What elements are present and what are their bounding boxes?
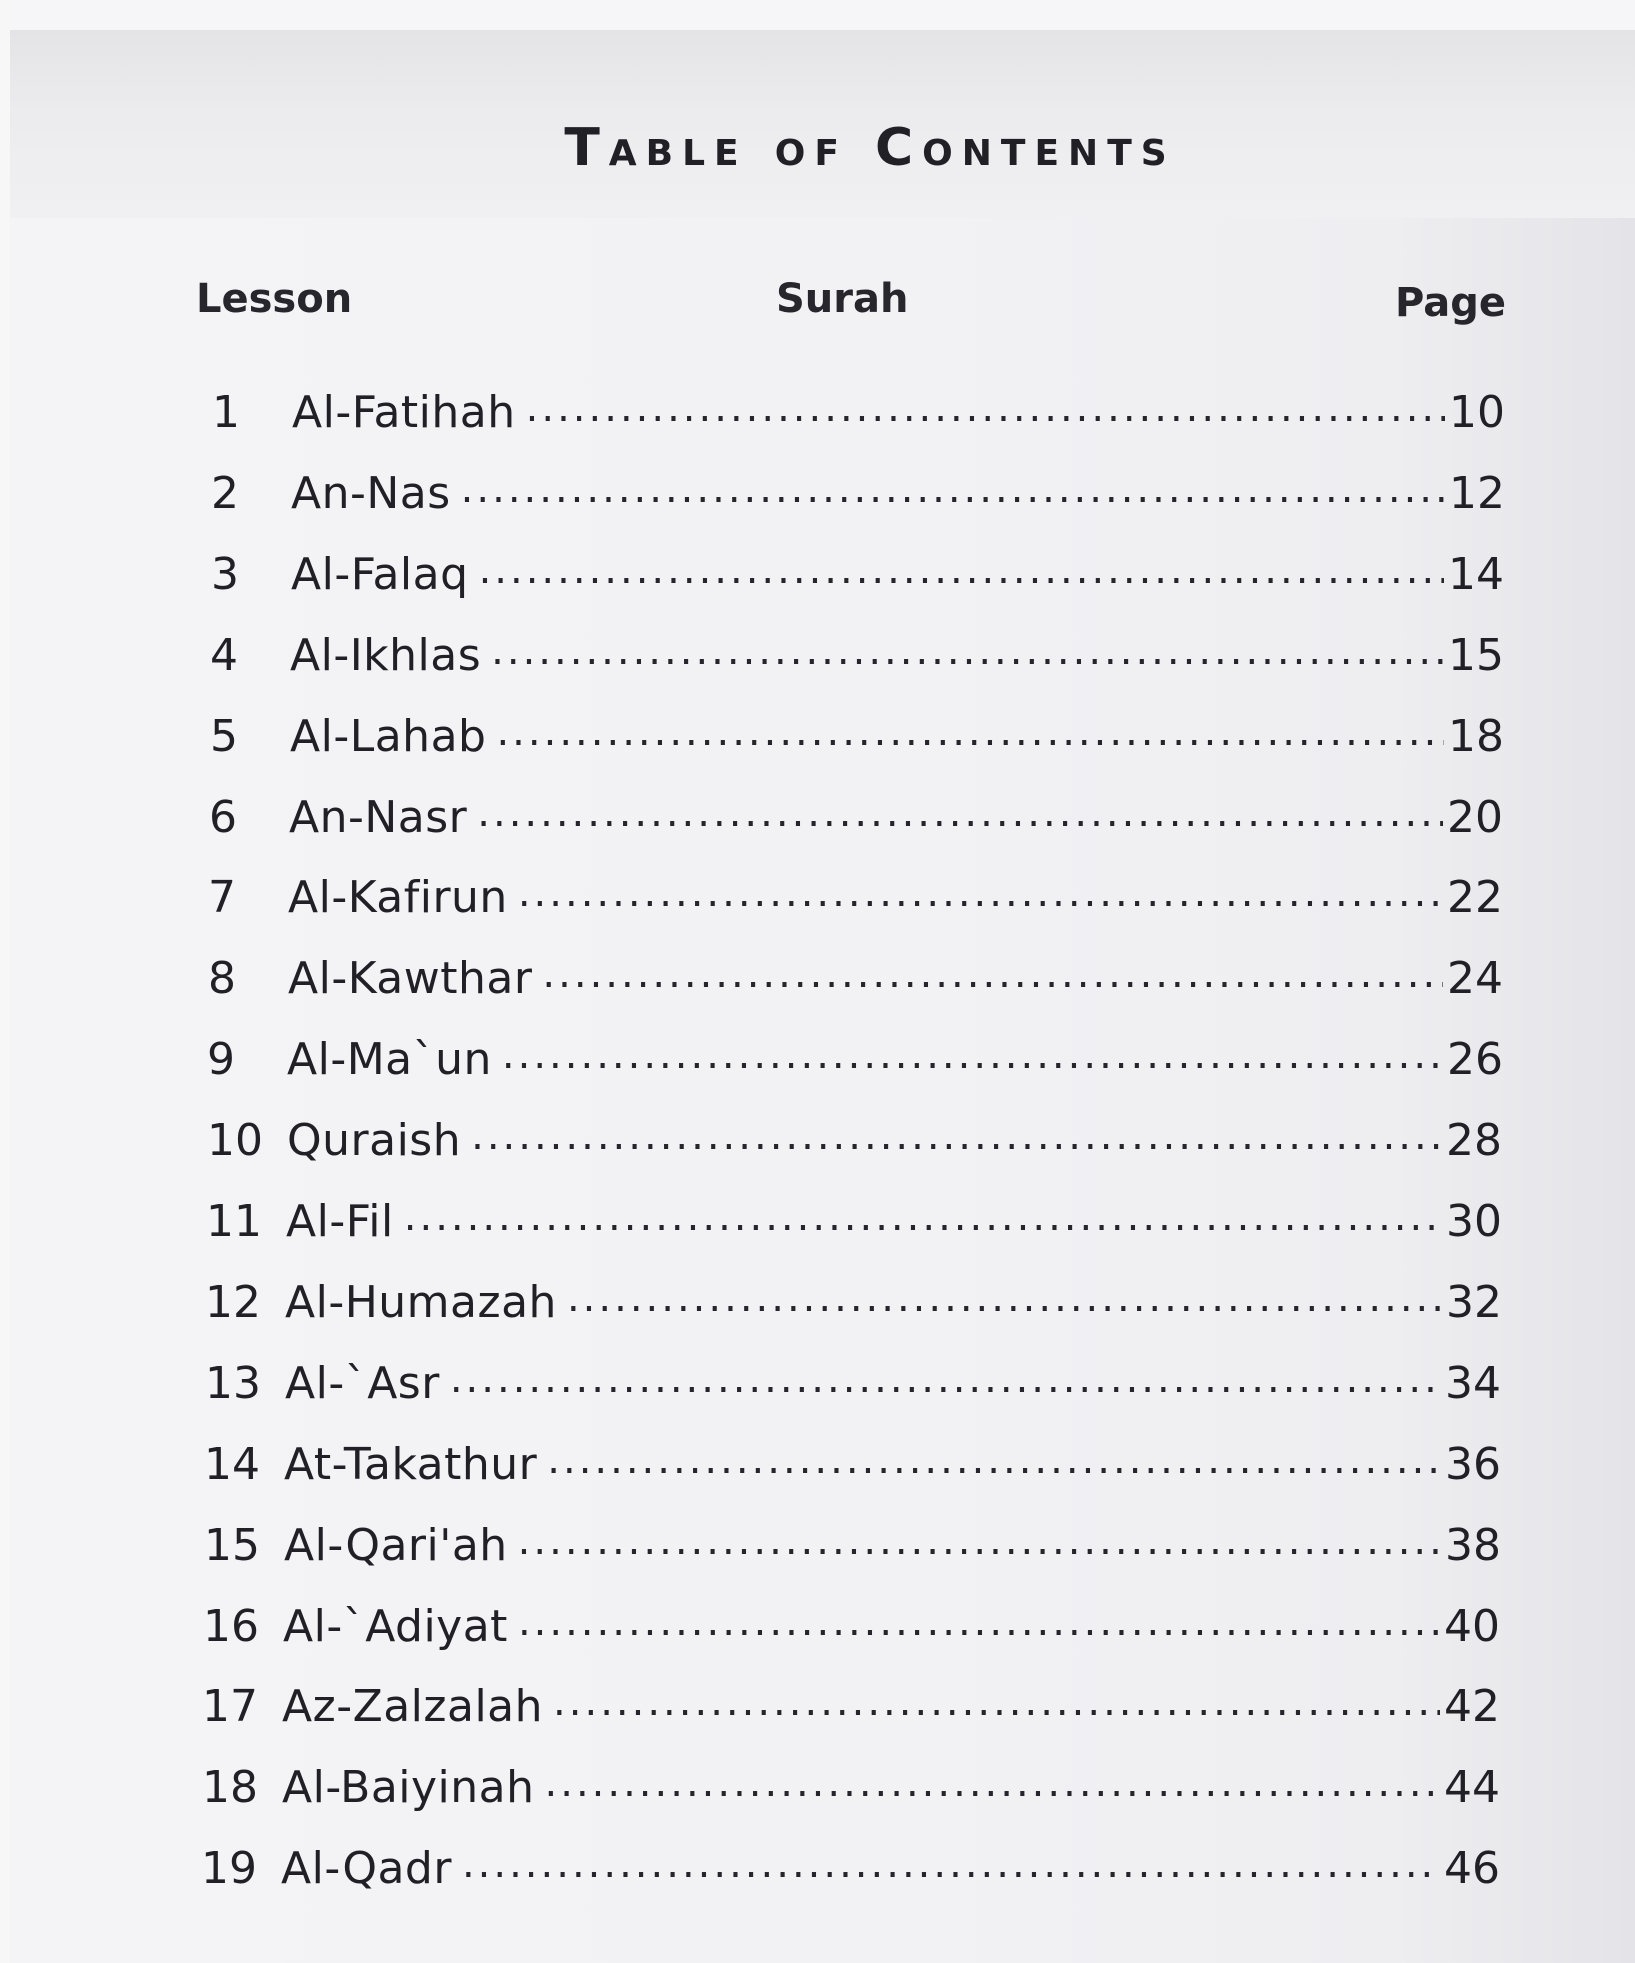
lesson-number: 10 [207, 1115, 263, 1166]
toc-entry [207, 1111, 1502, 1181]
lesson-number: 13 [205, 1358, 261, 1409]
dot-leader [518, 1597, 1440, 1641]
page-number: 44 [1444, 1762, 1500, 1813]
surah-name: Al-`Asr [285, 1358, 440, 1409]
dot-leader [471, 1111, 1442, 1155]
page-number: 10 [1449, 387, 1505, 438]
dot-leader [547, 1435, 1441, 1479]
dot-leader [545, 1758, 1440, 1802]
lesson-number: 11 [206, 1196, 262, 1247]
surah-name: An-Nasr [289, 792, 468, 843]
toc-entry [209, 788, 1503, 858]
lesson-number: 7 [208, 872, 236, 923]
page-number: 36 [1445, 1439, 1501, 1490]
toc-entry [202, 1758, 1500, 1828]
page-number: 22 [1447, 872, 1503, 923]
toc-entry [204, 1435, 1501, 1505]
surah-name: Az-Zalzalah [282, 1681, 544, 1732]
dot-leader [404, 1192, 1442, 1236]
column-header-page: Page [1395, 280, 1506, 326]
lesson-number: 12 [205, 1277, 261, 1328]
toc-entry [206, 1192, 1502, 1262]
page-number: 24 [1447, 953, 1503, 1004]
lesson-number: 17 [202, 1681, 258, 1732]
toc-entry [211, 545, 1504, 615]
surah-name: Al-Fatihah [292, 387, 516, 438]
surah-name: Al-Kafirun [288, 872, 508, 923]
surah-name: Al-Kawthar [288, 953, 533, 1004]
page-number: 15 [1448, 630, 1504, 681]
lesson-number: 2 [211, 468, 239, 519]
toc-entry [208, 949, 1503, 1019]
dot-leader [567, 1273, 1442, 1317]
toc-entry [205, 1354, 1501, 1424]
toc-entry [202, 1677, 1500, 1747]
column-header-surah: Surah [776, 276, 909, 322]
page-number: 38 [1445, 1520, 1501, 1571]
lesson-number: 8 [208, 953, 236, 1004]
page-number: 20 [1447, 792, 1503, 843]
page-number: 30 [1446, 1196, 1502, 1247]
dot-leader [491, 626, 1444, 670]
page-number: 34 [1445, 1358, 1501, 1409]
toc-entry [208, 868, 1503, 938]
lesson-number: 14 [204, 1439, 260, 1490]
page-number: 32 [1446, 1277, 1502, 1328]
page-number: 26 [1447, 1034, 1503, 1085]
toc-entry [201, 1839, 1500, 1909]
toc-entry [210, 707, 1504, 777]
dot-leader [518, 1516, 1441, 1560]
dot-leader [461, 464, 1445, 508]
lesson-number: 6 [209, 792, 237, 843]
page-number: 46 [1444, 1843, 1500, 1894]
lesson-number: 19 [201, 1843, 257, 1894]
dot-leader [477, 788, 1443, 832]
toc-entry [205, 1273, 1502, 1343]
lesson-number: 9 [207, 1034, 235, 1085]
dot-leader [450, 1354, 1441, 1398]
dot-leader [526, 383, 1445, 427]
toc-entry [211, 464, 1505, 534]
surah-name: Al-Falaq [291, 549, 469, 600]
surah-name: An-Nas [291, 468, 451, 519]
surah-name: Al-Baiyinah [282, 1762, 535, 1813]
surah-name: Al-Fil [286, 1196, 394, 1247]
toc-entry [207, 1030, 1503, 1100]
page-number: 12 [1449, 468, 1505, 519]
dot-leader [553, 1677, 1440, 1721]
dot-leader [462, 1839, 1440, 1883]
dot-leader [542, 949, 1443, 993]
column-header-lesson: Lesson [196, 276, 353, 322]
surah-name: At-Takathur [284, 1439, 538, 1490]
dot-leader [502, 1030, 1443, 1074]
surah-name: Quraish [287, 1115, 462, 1166]
surah-name: Al-Ikhlas [290, 630, 482, 681]
lesson-number: 18 [202, 1762, 258, 1813]
lesson-number: 15 [204, 1520, 260, 1571]
lesson-number: 1 [212, 387, 240, 438]
page-title: Table of Contents [564, 118, 1176, 178]
dot-leader [518, 868, 1443, 912]
toc-entry [204, 1516, 1501, 1586]
lesson-number: 3 [211, 549, 239, 600]
toc-entry [212, 383, 1505, 453]
lesson-number: 16 [203, 1601, 259, 1652]
page-number: 18 [1448, 711, 1504, 762]
page-number: 40 [1444, 1601, 1500, 1652]
page-number: 42 [1444, 1681, 1500, 1732]
surah-name: Al-Qari'ah [284, 1520, 508, 1571]
surah-name: Al-Lahab [290, 711, 487, 762]
lesson-number: 4 [210, 630, 238, 681]
dot-leader [479, 545, 1444, 589]
surah-name: Al-Qadr [281, 1843, 452, 1894]
page-number: 28 [1446, 1115, 1502, 1166]
toc-entry [203, 1597, 1500, 1667]
dot-leader [496, 707, 1444, 751]
surah-name: Al-`Adiyat [283, 1601, 508, 1652]
surah-name: Al-Humazah [285, 1277, 557, 1328]
toc-entry [210, 626, 1504, 696]
lesson-number: 5 [210, 711, 238, 762]
page-number: 14 [1448, 549, 1504, 600]
surah-name: Al-Ma`un [287, 1034, 492, 1085]
